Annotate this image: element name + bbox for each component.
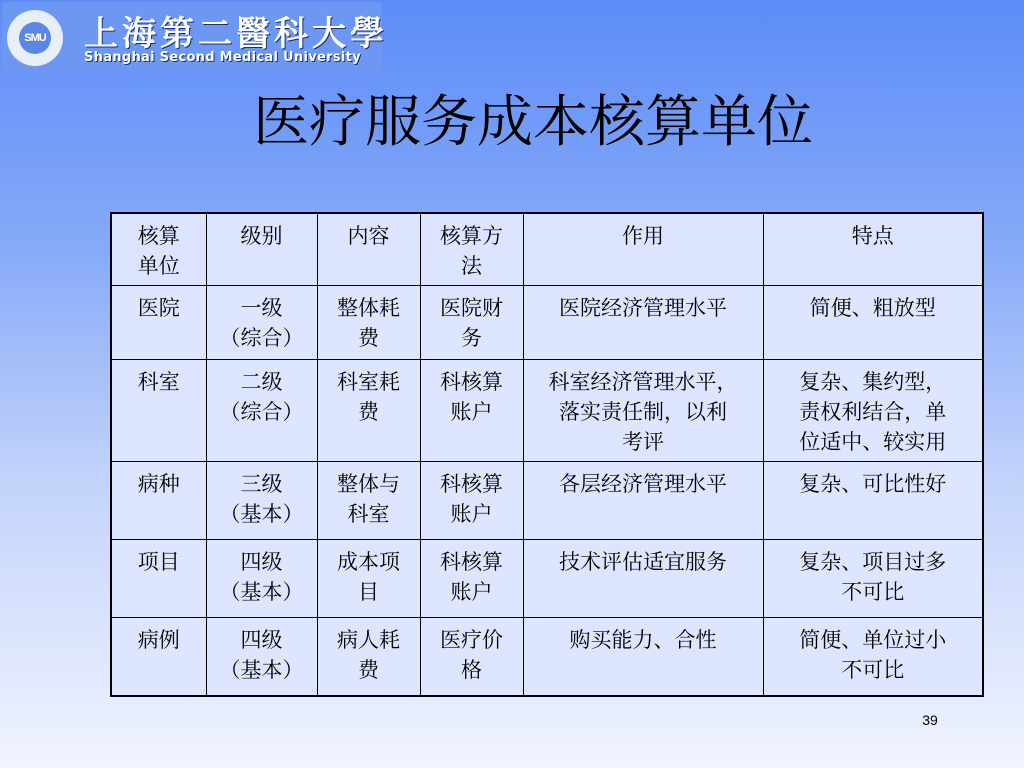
table-cell: 整体耗 费 <box>317 286 420 360</box>
table-cell: 整体与 科室 <box>317 462 420 540</box>
table-cell: 技术评估适宜服务 <box>523 540 763 618</box>
table-cell: 成本项 目 <box>317 540 420 618</box>
header-cell: 核算方 法 <box>420 213 523 286</box>
table-cell: 医院 <box>111 286 206 360</box>
header-cell: 级别 <box>206 213 317 286</box>
slide-title: 医疗服务成本核算单位 <box>253 90 813 155</box>
table-cell: 复杂、可比性好 <box>763 462 983 540</box>
table-row <box>111 286 983 360</box>
header-cell: 内容 <box>317 213 420 286</box>
university-name-cn: 上海第二醫科大學 <box>84 14 388 54</box>
table-cell: 医院经济管理水平 <box>523 286 763 360</box>
table-cell: 科核算 账户 <box>420 360 523 462</box>
table-cell: 科室 <box>111 360 206 462</box>
table-cell: 三级 （基本） <box>206 462 317 540</box>
table-cell: 病种 <box>111 462 206 540</box>
university-seal-icon <box>7 10 63 66</box>
cost-unit-table <box>110 212 984 697</box>
table-cell: 科核算 账户 <box>420 540 523 618</box>
table-cell: 各层经济管理水平 <box>523 462 763 540</box>
table-cell: 四级 （基本） <box>206 618 317 696</box>
table-row <box>111 462 983 540</box>
table-cell: 一级 （综合） <box>206 286 317 360</box>
table-cell: 复杂、项目过多 不可比 <box>763 540 983 618</box>
table-cell: 科核算 账户 <box>420 462 523 540</box>
table-cell: 购买能力、合性 <box>523 618 763 696</box>
university-name-en: Shanghai Second Medical University <box>84 50 361 65</box>
page-number: 39 <box>922 712 938 728</box>
table-cell: 项目 <box>111 540 206 618</box>
table-cell: 科室耗 费 <box>317 360 420 462</box>
table-cell: 四级 （基本） <box>206 540 317 618</box>
table-cell: 简便、粗放型 <box>763 286 983 360</box>
table-row <box>111 540 983 618</box>
seal-text: SMU <box>24 32 46 44</box>
table-cell: 病例 <box>111 618 206 696</box>
table-cell: 简便、单位过小 不可比 <box>763 618 983 696</box>
table-header-row <box>111 213 983 286</box>
table-cell: 科室经济管理水平， 落实责任制，以利 考评 <box>523 360 763 462</box>
table-cell: 二级 （综合） <box>206 360 317 462</box>
table-cell: 医疗价 格 <box>420 618 523 696</box>
table-cell: 病人耗 费 <box>317 618 420 696</box>
table-row <box>111 360 983 462</box>
header-cell: 作用 <box>523 213 763 286</box>
header-cell: 特点 <box>763 213 983 286</box>
header-cell: 核算 单位 <box>111 213 206 286</box>
table-cell: 复杂、集约型， 责权利结合，单 位适中、较实用 <box>763 360 983 462</box>
university-logo <box>2 2 388 74</box>
table-cell: 医院财 务 <box>420 286 523 360</box>
table-row <box>111 618 983 696</box>
